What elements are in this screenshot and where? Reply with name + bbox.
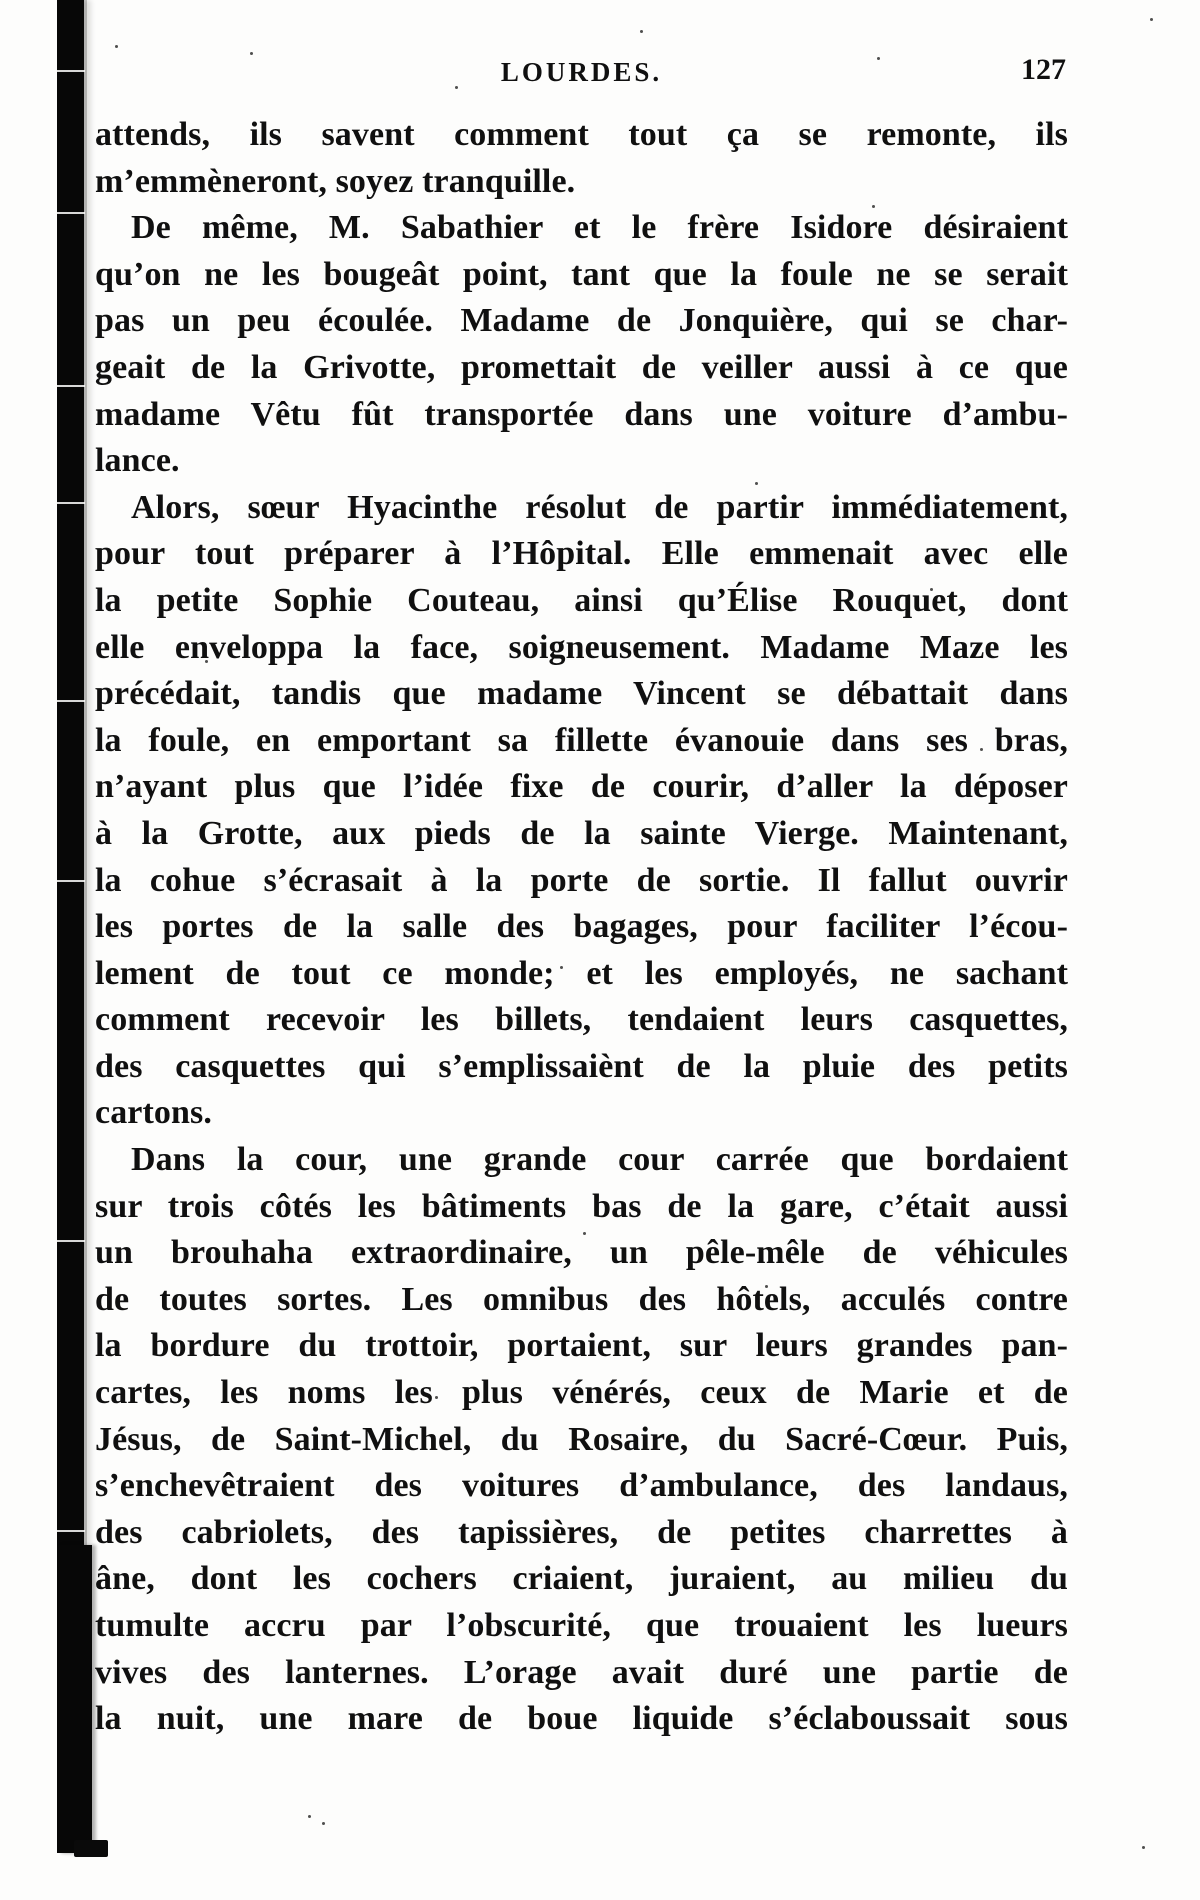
- text-line: attends, ils savent comment tout ça se remonte, ils: [95, 116, 1068, 153]
- paragraph: [95, 485, 1068, 1137]
- text-line: n’ayant plus que l’idée fixe de courir, d’aller la déposer: [95, 768, 1068, 806]
- text-line: elle enveloppa la face, soigneusement. Madame Maze les: [95, 628, 1068, 666]
- binding-gap: [56, 1530, 85, 1532]
- text-line: la petite Sophie Couteau, ainsi qu’Élise Rouquet, dont: [95, 581, 1068, 619]
- text-line: des casquettes qui s’emplissaiènt de la pluie des petits: [95, 1047, 1068, 1085]
- binding-shadow-bottom: [57, 1545, 92, 1853]
- page-header: [95, 52, 1068, 92]
- text-line: les portes de la salle des bagages, pour faciliter l’écou-: [95, 908, 1068, 946]
- binding-gap: [56, 212, 85, 214]
- text-line: cartes, les noms les plus vénérés, ceux de Marie et de: [95, 1374, 1068, 1412]
- text-line: s’enchevêtraient des voitures d’ambulance, des landaus,: [95, 1467, 1068, 1505]
- text-line: la cohue s’écrasait à la porte de sortie. Il fallut ouvrir: [95, 861, 1068, 899]
- text-line: âne, dont les cochers criaient, juraient, au milieu du: [95, 1560, 1068, 1598]
- body-text: [95, 112, 1068, 1743]
- paragraph: [95, 112, 1068, 205]
- text-line: la nuit, une mare de boue liquide s’éclaboussait sous: [95, 1700, 1068, 1738]
- binding-gap: [56, 385, 85, 387]
- binding-gap: [56, 502, 85, 504]
- text-line: à la Grotte, aux pieds de la sainte Vierge. Maintenant,: [95, 814, 1068, 852]
- text-line: geait de la Grivotte, promettait de veiller aussi à ce que: [95, 348, 1068, 386]
- ink-blot: [74, 1840, 108, 1857]
- text-line: qu’on ne les bougeât point, tant que la foule ne se serait: [95, 255, 1068, 293]
- text-line: Alors, sœur Hyacinthe résolut de partir immédiatement,: [131, 488, 1068, 526]
- paragraph: [95, 1137, 1068, 1743]
- text-line: la foule, en emportant sa fillette évanouie dans ses bras,: [95, 721, 1068, 759]
- text-line: pas un peu écoulée. Madame de Jonquière, qui se char-: [95, 302, 1068, 340]
- text-line: Dans la cour, une grande cour carrée que bordaient: [131, 1141, 1068, 1179]
- text-line: tumulte accru par l’obscurité, que trouaient les lueurs: [95, 1607, 1068, 1644]
- binding-gap: [56, 700, 85, 702]
- paragraph: [95, 205, 1068, 485]
- text-line: Jésus, de Saint-Michel, du Rosaire, du Sacré-Cœur. Puis,: [95, 1420, 1068, 1458]
- binding-gap: [56, 1240, 85, 1242]
- text-line: madame Vêtu fût transportée dans une voiture d’ambu-: [95, 395, 1068, 433]
- text-line: un brouhaha extraordinaire, un pêle-mêle de véhicules: [95, 1234, 1068, 1272]
- binding-gap: [56, 70, 85, 72]
- text-line: lement de tout ce monde; et les employés, ne sachant: [95, 954, 1068, 992]
- running-title: LOURDES.: [500, 57, 663, 87]
- text-line: m’emmèneront, soyez tranquille.: [95, 162, 576, 200]
- text-line: de toutes sortes. Les omnibus des hôtels, acculés contre: [95, 1280, 1068, 1318]
- text-line: lance.: [95, 442, 180, 480]
- page-number: 127: [1021, 53, 1066, 86]
- text-line: précédait, tandis que madame Vincent se débattait dans: [95, 675, 1068, 713]
- text-line: cartons.: [95, 1094, 212, 1132]
- text-line: comment recevoir les billets, tendaient leurs casquettes,: [95, 1001, 1068, 1039]
- text-line: De même, M. Sabathier et le frère Isidore désiraient: [131, 209, 1068, 247]
- text-line: vives des lanternes. L’orage avait duré une partie de: [95, 1653, 1068, 1691]
- text-line: sur trois côtés les bâtiments bas de la gare, c’était aussi: [95, 1187, 1068, 1225]
- text-line: des cabriolets, des tapissières, de petites charrettes à: [95, 1513, 1068, 1551]
- text-line: la bordure du trottoir, portaient, sur leurs grandes pan-: [95, 1327, 1068, 1365]
- text-line: pour tout préparer à l’Hôpital. Elle emmenait avec elle: [95, 535, 1068, 573]
- binding-gap: [56, 880, 85, 882]
